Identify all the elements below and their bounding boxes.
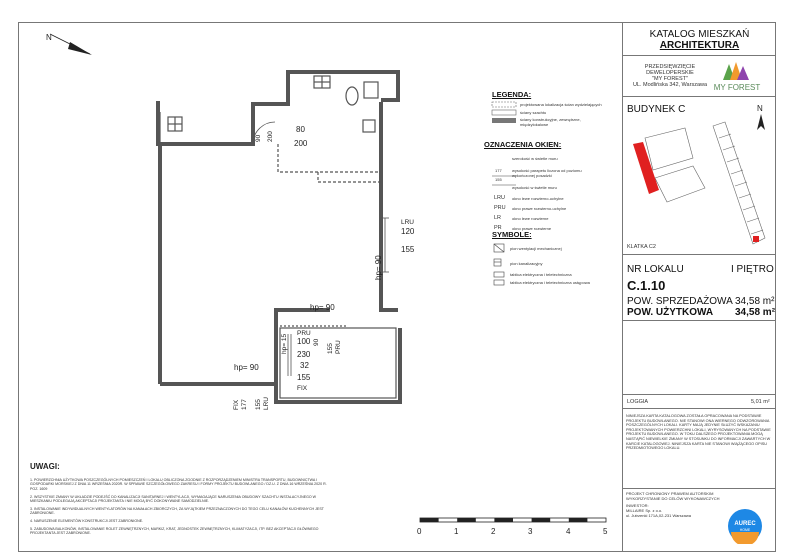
divider-2 <box>623 96 776 97</box>
divider-5 <box>623 394 776 395</box>
catalog-title: KATALOG MIESZKAŃ <box>649 29 750 40</box>
window-item-6: okno lewe rozwierne <box>512 216 549 221</box>
aurec-logo-sub: HOME <box>739 528 751 532</box>
compass-label: N <box>46 33 52 42</box>
building-label: BUDYNEK C <box>627 104 686 115</box>
notes-title: UWAGI: <box>30 462 60 471</box>
legend-item-2: ściany szachtu <box>520 110 547 115</box>
building-site-plan <box>625 118 775 258</box>
note-5: 5. ZABUDOWA BALKONÓW, INSTALOWANIE ROLET ZEWNĘTRZNYCH, MARKIZ, KRAT, JEDNOSTEK ZEWNĘTRZNYCH, KLIMATYZACJI, ITP. BEZ AKCEPTACJI GŁÓWNEGO PROJEKTANTA JEST ZABRONIONE. <box>30 526 319 536</box>
dim-pru-90: 90 <box>313 338 320 346</box>
dim-lru-120: 120 <box>401 227 415 236</box>
symbols-legend-title: SYMBOLE: <box>492 230 532 239</box>
window-code-pr: PR <box>494 225 502 231</box>
unit-floor: I PIĘTRO <box>731 264 774 275</box>
dim-lru-vertical: LRU <box>263 396 270 410</box>
dim-177: 177 <box>241 399 248 410</box>
developer-line3: "MY FOREST" <box>652 76 688 82</box>
copyright-line2: WYKORZYSTANIE DO CELÓW WYKONAWCZYCH <box>626 496 720 501</box>
walls <box>158 72 400 402</box>
developer-address: UL. Modlińska 342, Warszawa <box>632 82 708 88</box>
scale-1: 1 <box>454 527 459 536</box>
divider-1 <box>623 55 776 56</box>
scale-3: 3 <box>528 527 533 536</box>
forest-logo-text: MY FOREST <box>713 83 761 92</box>
dim-lru-155: 155 <box>401 245 415 254</box>
aurec-logo-text: AUREC <box>734 521 756 527</box>
forest-logo-icon <box>721 60 751 82</box>
catalog-subtitle: ARCHITEKTURA <box>659 40 740 51</box>
info-panel <box>623 22 776 552</box>
copyright-line1: PROJEKT CHRONIONY PRAWEM AUTORSKIM <box>626 491 714 496</box>
sale-area-value: 34,58 m² <box>735 296 775 307</box>
scale-5: 5 <box>603 527 608 536</box>
window-item-3: wysokość w świetle muru <box>512 185 557 190</box>
building-north: N <box>757 104 763 113</box>
developer-line1: PRZEDSIĘWZIĘCIE <box>644 64 696 70</box>
note-3: 3. INSTALOWANIE INDYWIDUALNYCH WENTYLATORÓW NA KANAŁACH ZBIORCZYCH, ZA WYJĄTKIEM PRZEZNACZONYCH DO TEGO CELU KANAŁÓW KUCHENNYCH JEST ZABRONIONE. <box>30 506 324 516</box>
dim-door-height: 200 <box>267 131 274 142</box>
investor-address: ul. Jutrzenki 171A,02-231 Warszawa <box>626 513 691 518</box>
sale-area-label: POW. SPRZEDAŻOWA <box>627 296 733 307</box>
symbol-item-1: pion wentylacji mechanicznej <box>510 246 562 251</box>
floor-plan-area <box>18 22 622 552</box>
symbol-item-4: tablica elektryczna i teletechniczna ustępowa <box>510 280 590 285</box>
window-code-pru: PRU <box>494 205 506 211</box>
window-item-2: wysokość parapetu liczona od poziomu wykończonej posadzki <box>512 168 582 178</box>
developer-line2: DEWELOPERSKIE <box>646 70 694 76</box>
disclaimer-text: NINIEJSZA KARTA KATALOGOWA ZOSTAŁA OPRACOWANA NA PODSTAWIE PROJEKTU BUDOWLANEGO. NIE STANOWI ONA WIERNEGO ODWZOROWANIA POSZCZEGÓLNYCH LOKALI. KARTY MAJĄ JEDYNIE SŁUŻYĆ WSKAZANIU PROJEKTOWANYCH POWIERZCHNI LOKALI, WYRYSOWANYCH NA PODSTAWIE PROJEKTU BUDOWLANEGO. W TOKU DALSZEGO PROJEKTOWANIA MOGĄ NASTĄPIĆ NIEWIELKIE ZMIANY W STOSUNKU DO INFORMACJI ZAWARTYCH W KARCIE KATALOGOWEJ. NINIEJSZA KARTA NIE STANOWI WIĄŻĄCEGO OPISU PRZEDMIOTOWEGO LOKALU. <box>626 414 771 451</box>
dim-hp15: hp= 15 <box>281 333 288 354</box>
divider-3 <box>623 254 776 255</box>
symbol-item-3: tablica elektryczna i teletechniczna <box>510 272 572 277</box>
dim-hp90-door: hp= 90 <box>310 303 335 312</box>
divider-6 <box>623 408 776 409</box>
investor-name: MILLAIRE Sp. z o.o. <box>626 508 663 513</box>
dim-32: 32 <box>300 361 309 370</box>
usable-area-label: POW. UŻYTKOWA <box>627 307 714 318</box>
symbol-item-2: pion kanalizacyjny <box>510 261 543 266</box>
loggia-value: 5,01 m² <box>751 399 770 405</box>
legend-title: LEGENDA: <box>492 90 532 99</box>
dim-200: 200 <box>294 139 308 148</box>
legend-item-1: projektowana lokalizacja ścian wydzielających <box>520 102 602 107</box>
window-item-1: szerokość w świetle muru <box>512 156 558 161</box>
window-code-lru: LRU <box>494 195 506 201</box>
compass-icon <box>46 33 92 55</box>
loggia-label: LOGGIA <box>627 399 649 405</box>
scale-0: 0 <box>417 527 422 536</box>
window-code-155: 155 <box>495 177 502 182</box>
scale-4: 4 <box>566 527 571 536</box>
dim-230: 230 <box>297 350 311 359</box>
dim-lru-label: LRU <box>401 219 415 226</box>
unit-number-label: NR LOKALU <box>627 264 684 275</box>
scale-bar <box>417 518 608 536</box>
note-2: 2. WSZYSTKIE ZMIANY W UKŁADZIE PODEJŚĆ DO KANALIZACJI SANITARNEJ I WENTYLACJI, WYMAGAJĄCE NARUSZENIA OBUDOWY SZACHTU INSTALACYJNEGO W MIESZKANIU PODLEGAJĄ AKCEPTACJI PROJEKTANTA I NIE MOGĄ BYĆ DOKONYWANE SAMODZIELNIE. <box>30 494 317 504</box>
dim-pru-100: 100 <box>297 337 311 346</box>
unit-number: C.1.10 <box>627 278 666 293</box>
windows-legend-title: OZNACZENIA OKIEN: <box>484 140 562 149</box>
window-item-5: okno prawe rozwierno-uchylne <box>512 206 567 211</box>
investor-label: INWESTOR: <box>626 503 649 508</box>
legend-item-3: ściany konstrukcyjne, zewnętrzne, międzylokalowe <box>520 117 581 127</box>
dim-155-fix: 155 <box>297 373 311 382</box>
window-code-177: 177 <box>495 168 502 173</box>
scale-2: 2 <box>491 527 496 536</box>
dim-80: 80 <box>296 125 305 134</box>
window-item-4: okno lewe rozwierno-uchylne <box>512 196 564 201</box>
divider-4 <box>623 320 776 321</box>
dim-pru-label: PRU <box>297 330 311 337</box>
legend-swatches <box>492 102 516 285</box>
usable-area-value: 34,58 m² <box>735 307 776 318</box>
dim-hp90-window: hp= 90 <box>374 255 383 280</box>
notes-section <box>30 462 330 539</box>
dim-pru-155: 155 <box>327 343 334 354</box>
divider-7 <box>623 488 776 489</box>
window-item-7: okno prawe rozwierne <box>512 226 552 231</box>
dim-155-lru: 155 <box>255 399 262 410</box>
note-1: 1. POWIERZCHNIA UŻYTKOWA POSZCZEGÓLNYCH POMIESZCZEŃ I LOKALU OBLICZONA ZGODNIE Z ROZPORZĄDZENIEM MINISTRA TRANSPORTU, BUDOWNICTWA I GOSPODARKI MORSKIEJ Z DNIA 11 WRZEŚNIA 2020R. W SPRAWIE SZCZEGÓŁOWEGO ZAKRESU I FORMY PROJEKTU BUDOWLANEGO / DZ.U. Z DNIA 16 WRZEŚNIA 2020 R. POZ. 1609 <box>30 478 327 491</box>
dim-fix-vertical: FIX <box>233 399 240 410</box>
window-code-lr: LR <box>494 215 502 221</box>
dim-fix-label: FIX <box>297 385 308 392</box>
dim-pru-vertical: PRU <box>335 340 342 354</box>
note-4: 4. NARUSZENIE ELEMENTÓW KONSTRUKCJI JEST ZABRONIONE. <box>30 519 144 524</box>
dim-door-width: 90 <box>255 134 262 142</box>
dim-hp90-loggia: hp= 90 <box>234 363 259 372</box>
staircase-label: KLATKA C2 <box>627 244 656 250</box>
